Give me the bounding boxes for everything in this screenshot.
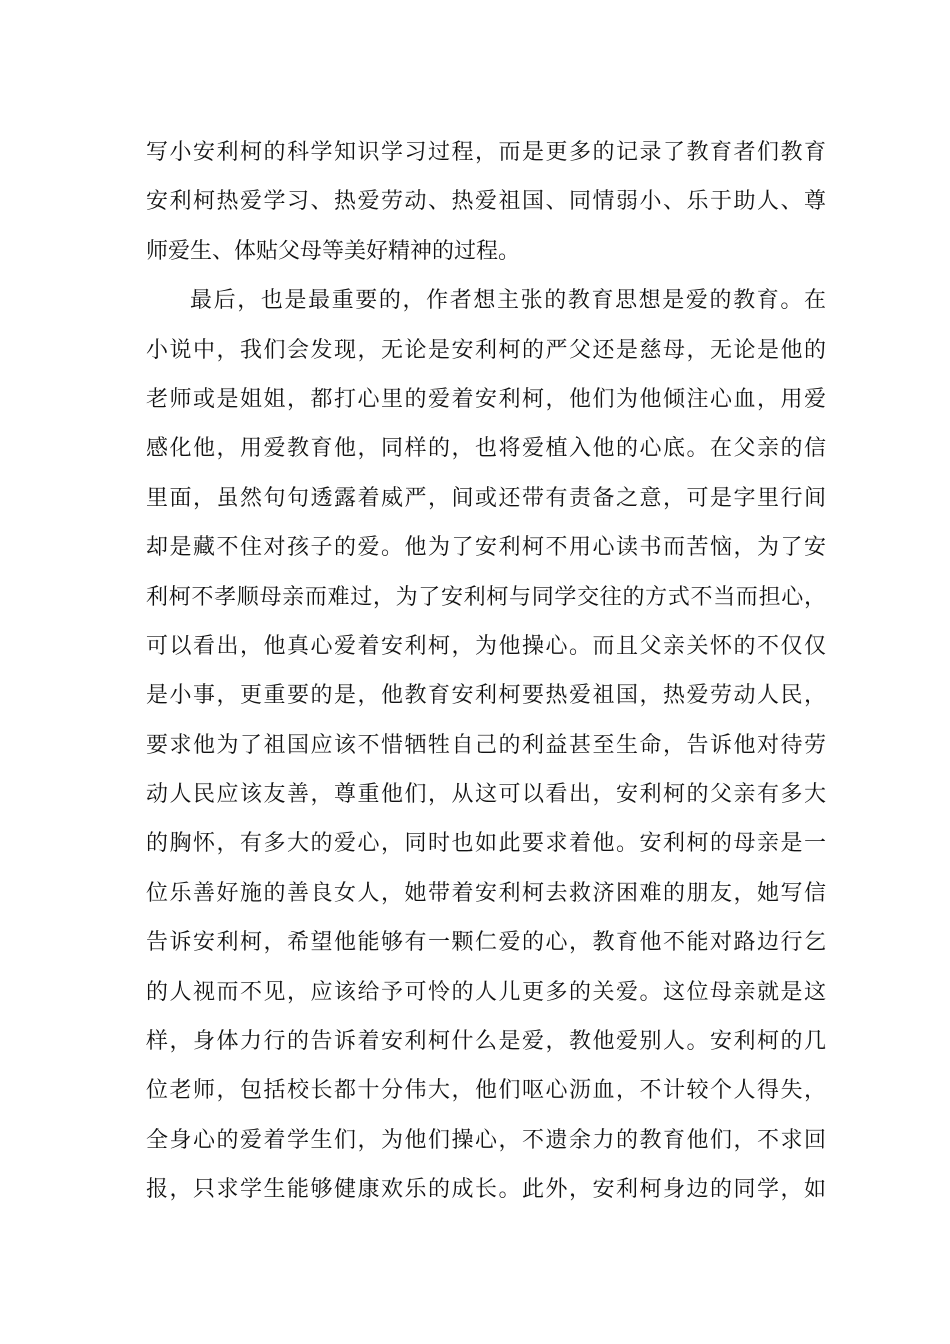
paragraph-2 bbox=[146, 276, 826, 1214]
text-line: 的人视而不见，应该给予可怜的人儿更多的关爱。这位母亲就是这 bbox=[146, 979, 826, 1005]
text-line: 动人民应该友善，尊重他们，从这可以看出，安利柯的父亲有多大 bbox=[146, 782, 826, 808]
text-line: 是小事，更重要的是，他教育安利柯要热爱祖国，热爱劳动人民， bbox=[146, 683, 826, 709]
text-line: 老师或是姐姐，都打心里的爱着安利柯，他们为他倾注心血，用爱 bbox=[146, 386, 826, 412]
text-line: 却是藏不住对孩子的爱。他为了安利柯不用心读书而苦恼，为了安 bbox=[146, 535, 826, 561]
text-line: 告诉安利柯，希望他能够有一颗仁爱的心，教育他不能对路边行乞 bbox=[146, 930, 826, 956]
text-line: 安利柯热爱学习、热爱劳动、热爱祖国、同情弱小、乐于助人、尊 bbox=[146, 189, 826, 215]
text-line: 师爱生、体贴父母等美好精神的过程。 bbox=[146, 238, 521, 264]
text-line: 要求他为了祖国应该不惜牺牲自己的利益甚至生命，告诉他对待劳 bbox=[146, 732, 826, 758]
text-line: 全身心的爱着学生们，为他们操心，不遗余力的教育他们，不求回 bbox=[146, 1127, 826, 1153]
text-line: 最后，也是最重要的，作者想主张的教育思想是爱的教育。在 bbox=[190, 288, 826, 314]
text-line: 写小安利柯的科学知识学习过程，而是更多的记录了教育者们教育 bbox=[146, 140, 826, 165]
text-line: 里面，虽然句句透露着威严，间或还带有责备之意，可是字里行间 bbox=[146, 485, 826, 511]
text-line: 样，身体力行的告诉着安利柯什么是爱，教他爱别人。安利柯的几 bbox=[146, 1029, 826, 1055]
text-line: 报，只求学生能够健康欢乐的成长。此外，安利柯身边的同学，如 bbox=[146, 1177, 826, 1203]
text-line: 的胸怀，有多大的爱心，同时也如此要求着他。安利柯的母亲是一 bbox=[146, 831, 826, 857]
body-text bbox=[146, 128, 826, 1215]
text-line: 感化他，用爱教育他，同样的，也将爱植入他的心底。在父亲的信 bbox=[146, 436, 826, 462]
paragraph-1 bbox=[146, 128, 826, 276]
text-line: 位乐善好施的善良女人，她带着安利柯去救济困难的朋友，她写信 bbox=[146, 880, 826, 906]
text-line: 位老师，包括校长都十分伟大，他们呕心沥血，不计较个人得失， bbox=[146, 1078, 826, 1104]
text-line: 小说中，我们会发现，无论是安利柯的严父还是慈母，无论是他的 bbox=[146, 337, 826, 363]
text-line: 可以看出，他真心爱着安利柯，为他操心。而且父亲关怀的不仅仅 bbox=[146, 633, 826, 659]
text-line: 利柯不孝顺母亲而难过，为了安利柯与同学交往的方式不当而担心， bbox=[146, 584, 826, 610]
